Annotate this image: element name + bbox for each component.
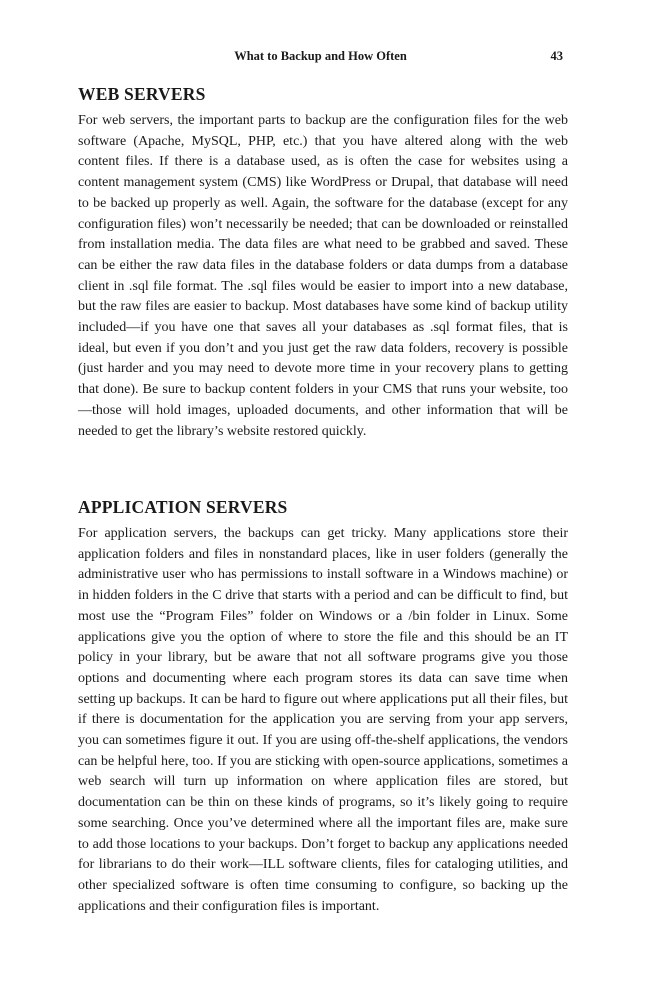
running-header <box>78 49 563 69</box>
running-title: What to Backup and How Often <box>234 49 407 63</box>
section-heading: WEB SERVERS <box>78 84 206 104</box>
section-application-servers <box>78 496 568 917</box>
section-heading: APPLICATION SERVERS <box>78 497 288 517</box>
body-paragraph: For web servers, the important parts to backup are the configuration files for the web software (Apache, MySQL, PHP, etc.) that you have altered along with the web content files. If there is a database used, as is often the case for websites using a content management system (CMS) like WordPress or Drupal, that database will need to be backed up properly as well. Again, the software for the database (except for any configuration files) won’t necessarily be needed; that can be downloaded or reinstalled from installation media. The data files are what need to be grabbed and saved. These can be either the raw data files in the database folders or data dumps from a database client in .sql file format. The .sql files would be easier to import into a new database, but the raw files are easier to backup. Most databases have some kind of backup utility included—if you have one that saves all your databases as .sql format files, that is ideal, but even if you don’t and you just get the raw data folders, recovery is possible (just harder and you may need to devote more time in your recovery plans to getting that done). Be sure to backup content folders in your CMS that runs your website, too—those will hold images, uploaded documents, and other information that will be needed to get the library’s website restored quickly. <box>78 113 568 439</box>
section-web-servers <box>78 83 568 442</box>
page-number: 43 <box>550 49 563 63</box>
body-paragraph: For application servers, the backups can get tricky. Many applications store their application folders and files in nonstandard places, like in user folders (generally the administrative user who has permissions to install software in a Windows machine) or in hidden folders in the C drive that starts with a period and can be difficult to find, but most use the “Program Files” folder on Windows or a /bin folder in Linux. Some applications give you the option of where to store the file and this should be an IT policy in your library, but be aware that not all software programs give you those options and documenting where each program stores its data can save time when setting up backups. It can be hard to figure out where applications put all their files, but if there is documentation for the application you are serving from your app servers, you can sometimes figure it out. If you are using off-the-shelf applications, the vendors can be helpful here, too. If you are sticking with open-source applications, sometimes a web search will turn up information on where application files are stored, but documentation can be thin on these kinds of programs, so it’s likely going to require some searching. Once you’ve determined where all the important files are, make sure to add those locations to your backups. Don’t forget to backup any applications needed for librarians to do their work—ILL software clients, files for cataloging utilities, and other specialized software is often time consuming to configure, so backing up the applications and their configuration files is important. <box>78 526 568 914</box>
